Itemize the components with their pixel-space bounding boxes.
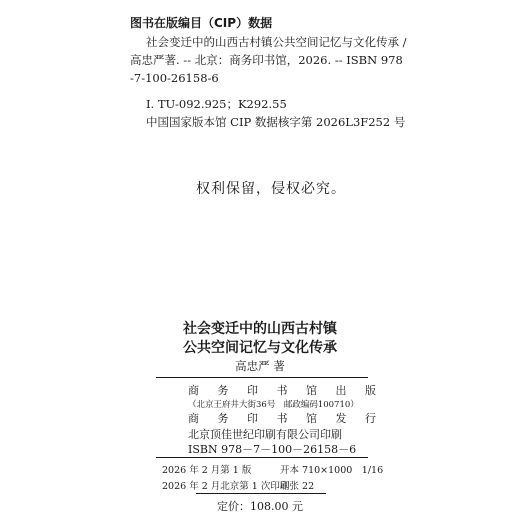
- sheets-info: 印张 22: [280, 481, 315, 492]
- price: 定价：108.00 元: [217, 500, 303, 513]
- cip-record-number: 中国国家版本馆 CIP 数据核字第 2026L3F252 号: [146, 115, 406, 129]
- format-info: 开本 710×1000 1/16: [280, 465, 384, 476]
- colophon-middle-rule: [156, 457, 368, 458]
- edition-info: 2026 年 2 月第 1 版: [162, 465, 252, 476]
- cip-isbn-continuation: -7-100-26158-6: [130, 71, 219, 85]
- cip-author-publisher-line: 高忠严著. -- 北京：商务印书馆，2026. -- ISBN 978: [130, 53, 403, 67]
- colophon-title-line1: 社会变迁中的山西古村镇: [183, 321, 337, 337]
- colophon-title-line2: 公共空间记忆与文化传承: [183, 340, 337, 356]
- rights-notice: 权利保留，侵权必究。: [196, 181, 346, 197]
- publisher-line: 商 务 印 书 馆 出 版: [188, 384, 384, 397]
- distributor-line: 商 务 印 书 馆 发 行: [188, 412, 384, 425]
- isbn-line: ISBN 978－7－100－26158－6: [188, 443, 357, 456]
- printing-info: 2026 年 2 月北京第 1 次印刷: [162, 481, 290, 492]
- printer-line: 北京顶佳世纪印刷有限公司印刷: [188, 428, 342, 441]
- colophon-author: 高忠严 著: [235, 359, 285, 373]
- colophon-top-rule: [156, 377, 368, 378]
- colophon-bottom-rule: [196, 493, 326, 494]
- cip-classification: Ⅰ. TU-092.925；K292.55: [146, 97, 287, 111]
- publisher-address: （北京王府井大街36号 邮政编码100710）: [188, 400, 359, 410]
- cip-heading: 图书在版编目（CIP）数据: [130, 16, 273, 30]
- cip-title-line: 社会变迁中的山西古村镇公共空间记忆与文化传承 /: [146, 35, 407, 49]
